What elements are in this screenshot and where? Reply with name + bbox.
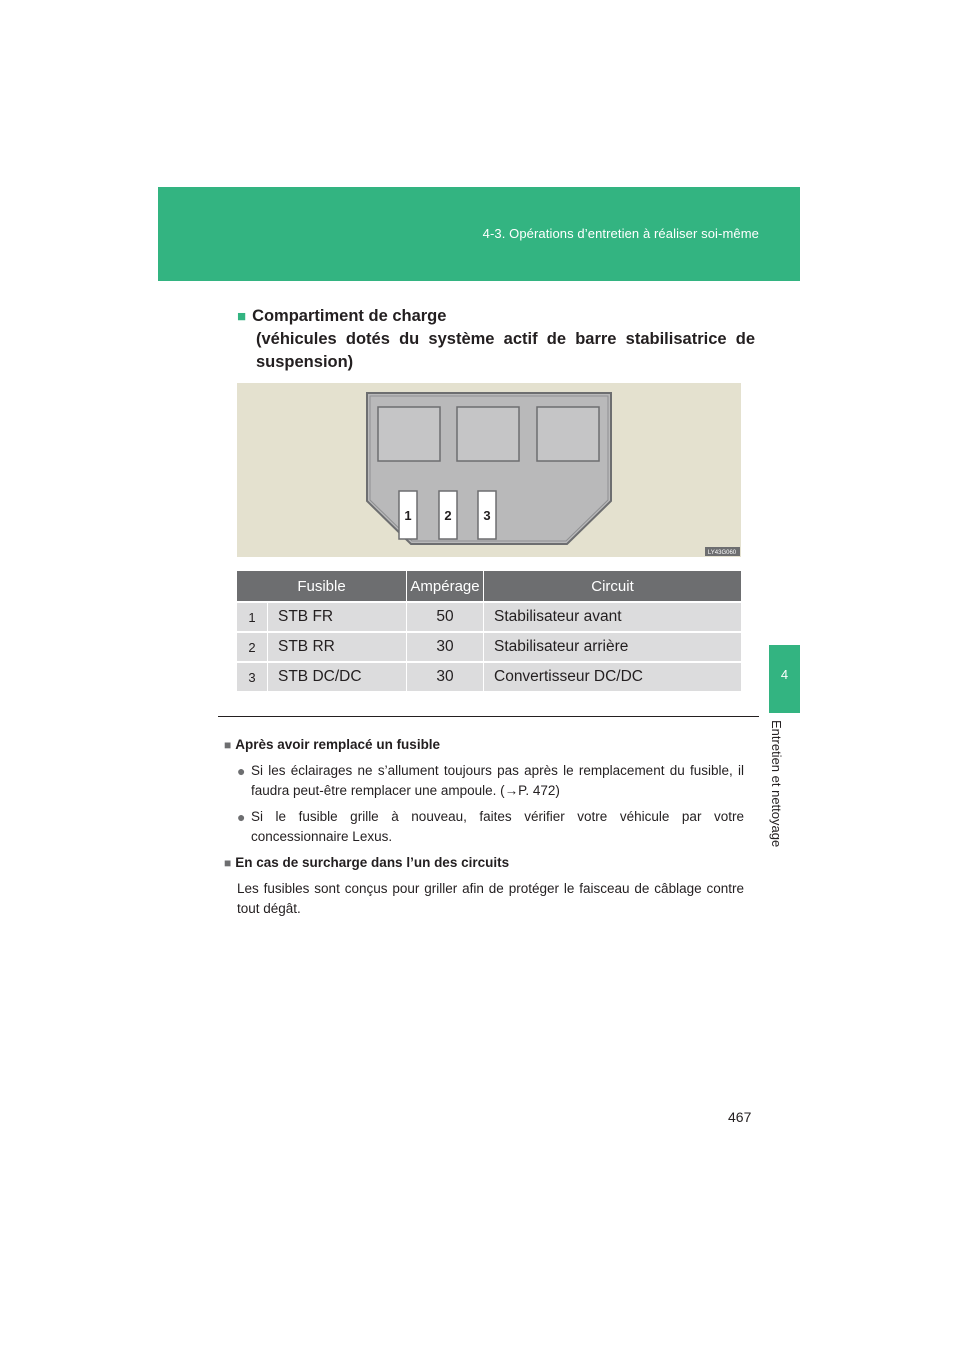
table-row	[237, 601, 741, 631]
table-row	[237, 631, 741, 661]
relay-slot	[457, 407, 519, 461]
square-bullet-icon: ■	[224, 856, 232, 870]
fuse-box-illustration	[237, 383, 741, 557]
fuse-amperage: 30	[406, 631, 483, 661]
table-header-row	[237, 571, 741, 601]
chapter-label	[770, 720, 790, 865]
note-bullet	[224, 761, 744, 801]
fuse-name: STB RR	[267, 631, 406, 661]
section-title	[237, 305, 755, 374]
header-amperage: Ampérage	[406, 571, 483, 601]
relay-slot	[378, 407, 440, 461]
divider	[218, 716, 759, 717]
fuse-table	[237, 571, 741, 691]
header-circuit: Circuit	[483, 571, 741, 601]
row-number: 2	[237, 631, 267, 661]
square-bullet-icon: ■	[237, 308, 247, 325]
fuse-circuit: Stabilisateur avant	[483, 601, 741, 631]
section-title-text: Compartiment de charge	[252, 307, 447, 325]
section-subtitle-line1: (véhicules dotés du système actif de barre stabilisatrice de	[256, 330, 755, 348]
circle-bullet-icon: ●	[237, 809, 246, 825]
note-bullet	[224, 807, 744, 847]
section-header-title: 4-3. Opérations d’entretien à réaliser soi-même	[482, 226, 759, 241]
note-heading-text: Après avoir remplacé un fusible	[235, 737, 441, 752]
note-bullet-text: Si les éclairages ne s’allument toujours pas après le remplacement du fusible, il faudra peut-être remplacer une ampoule. (→P. 472)	[251, 763, 744, 798]
fuse-circuit: Convertisseur DC/DC	[483, 661, 741, 691]
fuse-name: STB DC/DC	[267, 661, 406, 691]
fuse-amperage: 30	[406, 661, 483, 691]
chapter-number: 4	[780, 667, 789, 682]
chapter-title: Entretien et nettoyage	[769, 720, 784, 848]
fuse-label-2: 2	[444, 508, 452, 523]
circle-bullet-icon: ●	[237, 763, 246, 779]
row-number: 1	[237, 601, 267, 631]
fuse-box-diagram	[237, 383, 741, 557]
table-row	[237, 661, 741, 691]
fuse-name: STB FR	[267, 601, 406, 631]
note-paragraph: Les fusibles sont conçus pour griller afin de protéger le faisceau de câblage contre tout dégât.	[237, 881, 744, 916]
note-bullet-text: Si le fusible grille à nouveau, faites vérifier votre véhicule par votre concessionnaire Lexus.	[251, 809, 744, 844]
notes-section	[224, 735, 744, 919]
row-number: 3	[237, 661, 267, 691]
image-code: LY43G060	[707, 550, 737, 556]
fuse-label-1: 1	[404, 508, 412, 523]
note-heading-text: En cas de surcharge dans l’un des circuits	[235, 855, 510, 870]
fuse-label-3: 3	[483, 508, 491, 523]
page-number: 467	[728, 1109, 752, 1125]
square-bullet-icon: ■	[224, 738, 232, 752]
header-fuse: Fusible	[237, 571, 406, 601]
fuse-circuit: Stabilisateur arrière	[483, 631, 741, 661]
relay-slot	[537, 407, 599, 461]
note-heading	[224, 735, 744, 755]
section-subtitle-line2: suspension)	[256, 353, 354, 371]
header-band	[158, 187, 800, 281]
fuse-amperage: 50	[406, 601, 483, 631]
note-heading	[224, 853, 744, 873]
chapter-tab	[769, 645, 800, 713]
